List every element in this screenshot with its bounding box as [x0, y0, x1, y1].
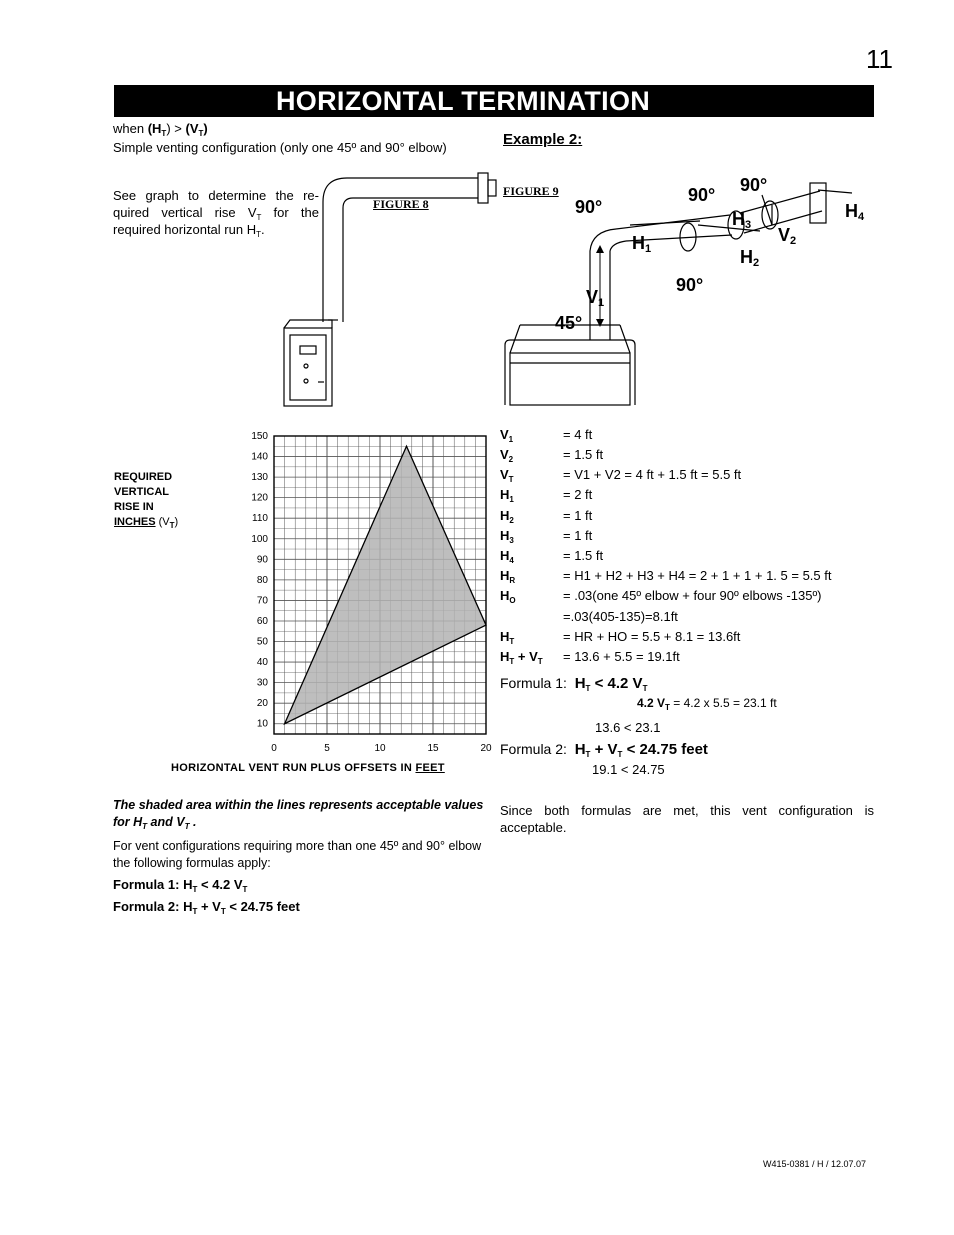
y-tick-label: 110: [252, 513, 268, 525]
h1-label: $H_1$: [632, 233, 652, 255]
figure8-label: FIGURE 8: [373, 197, 429, 211]
x-tick-label: 15: [427, 743, 439, 754]
y-tick-label: 20: [256, 698, 268, 710]
y-tick-label: 140: [251, 451, 268, 463]
graph-note: See graph to determine the re- quired vertical rise $V_T$ for the required horizontal run $H_T$.: [113, 188, 319, 239]
y-tick-label: 90: [256, 554, 268, 566]
equation-symbol: H: [500, 588, 510, 603]
equation-subscript: T: [509, 657, 515, 666]
y-tick-label: 150: [251, 431, 268, 442]
shaded-area-note: The shaded area within the lines represents acceptable values for $H_T$ and $V_T$ .: [113, 798, 484, 831]
equation-value: =.03(405-135)=8.1ft: [563, 609, 678, 624]
equation-value: = H1 + H2 + H3 + H4 = 2 + 1 + 1 + 1. 5 = 5.5 ft: [563, 568, 832, 583]
multi-elbow-note: For vent configurations requiring more than one 45º and 90° elbow the following formulas apply:: [113, 839, 482, 870]
equation-subscript: 1: [508, 435, 514, 444]
equation-value: = 1 ft: [563, 528, 593, 543]
equation-symbol: V: [500, 427, 509, 442]
y-tick-label: 50: [256, 636, 268, 648]
angle-label: 90°: [575, 197, 603, 217]
h3-label: $H_3$: [732, 209, 752, 231]
document-code: W415-0381 / H / 12.07.07: [763, 1159, 867, 1169]
condition-line: when $(H_T) > (V_T)$: [113, 121, 208, 138]
equation-symbol: H: [500, 649, 510, 664]
equation-subscript: 1: [509, 495, 514, 504]
equation-symbol: H: [500, 528, 510, 543]
y-tick-label: 120: [251, 492, 268, 504]
conclusion-text: Since both formulas are met, this vent configuration is acceptable.: [500, 803, 874, 835]
formula2-result: 19.1 < 24.75: [592, 762, 665, 777]
angle-label: 90°: [740, 175, 768, 195]
y-tick-label: 70: [256, 595, 268, 607]
equation-value: = 13.6 + 5.5 = 19.1ft: [563, 649, 680, 664]
equation-symbol: H: [500, 568, 510, 583]
equation-subscript: 4: [509, 556, 514, 565]
formula2-example: Formula 2: $H_T + V_T < 24.75$ feet: [500, 741, 708, 759]
x-tick-label: 20: [480, 743, 492, 754]
figure9-label: FIGURE 9: [503, 184, 559, 198]
angle-label: 90°: [688, 185, 716, 205]
equation-subscript: 2: [508, 455, 514, 464]
chart-xlabel: HORIZONTAL VENT RUN PLUS OFFSETS IN FEET: [171, 762, 445, 774]
equation-symbol: H: [500, 629, 510, 644]
equation-subscript: R: [509, 576, 516, 585]
equation-symbol: V: [500, 467, 509, 482]
equation-subscript: T: [509, 637, 515, 646]
h2-label: $H_2$: [740, 247, 760, 269]
formula1-example: Formula 1: $H_T < 4.2$ $V_T$: [500, 675, 648, 693]
simple-config-text: Simple venting configuration (only one 45º and 90° elbow): [113, 140, 447, 155]
formula2-general: Formula 2: $H_T + V_T < 24.75$ feet: [113, 899, 300, 916]
page-number: 11: [866, 44, 893, 74]
equation-symbol: H: [500, 548, 510, 563]
x-tick-label: 5: [324, 743, 330, 754]
equation-value: = 1 ft: [563, 508, 593, 523]
equation-value: = 2 ft: [563, 487, 593, 502]
equation-extra: + V: [514, 649, 538, 664]
h4-label: $H_4$: [845, 201, 865, 223]
acceptable-region: [285, 446, 486, 723]
page-title: HORIZONTAL TERMINATION: [114, 85, 874, 117]
equation-symbol: H: [500, 487, 510, 502]
x-tick-label: 10: [374, 743, 386, 754]
vent-chart: [240, 428, 500, 763]
example-title: Example 2:: [503, 131, 583, 148]
chart-ylabel: REQUIRED VERTICAL RISE IN INCHES $(V_T)$: [114, 471, 179, 530]
y-tick-label: 60: [256, 615, 268, 627]
angle-label: 90°: [676, 275, 704, 295]
formula1-general: Formula 1: $H_T < 4.2$ $V_T$: [113, 877, 248, 894]
equation-subscript: T: [508, 475, 514, 484]
v2-label: $V_2$: [778, 225, 797, 247]
equation-subscript: 2: [509, 516, 514, 525]
x-tick-label: 0: [271, 743, 277, 754]
y-tick-label: 130: [251, 472, 268, 484]
y-tick-label: 80: [256, 574, 268, 586]
y-tick-label: 40: [256, 657, 268, 669]
equation-value: = 4 ft: [563, 427, 593, 442]
equation-value: = V1 + V2 = 4 ft + 1.5 ft = 5.5 ft: [563, 467, 742, 482]
equation-subscript: O: [509, 596, 516, 605]
angle-label: 45°: [555, 313, 583, 333]
y-tick-label: 30: [256, 677, 268, 689]
equation-symbol: V: [500, 447, 509, 462]
figure9-labels: [500, 175, 880, 410]
formula1-result: 13.6 < 23.1: [595, 720, 661, 735]
equation-value: = HR + HO = 5.5 + 8.1 = 13.6ft: [563, 629, 741, 644]
equation-subscript: 3: [509, 536, 514, 545]
formula1-calc: 4.2 $V_T = 4.2$ x 5.5 = 23.1 ft: [637, 696, 777, 712]
equation-subscript: T: [537, 657, 543, 666]
v1-label: $V_1$: [586, 287, 605, 309]
equation-symbol: H: [500, 508, 510, 523]
equation-value: = 1.5 ft: [563, 447, 604, 462]
y-tick-label: 100: [251, 533, 268, 545]
y-tick-label: 10: [256, 718, 268, 730]
equation-value: = 1.5 ft: [563, 548, 604, 563]
equation-value: = .03(one 45º elbow + four 90º elbows -135º): [563, 588, 822, 603]
